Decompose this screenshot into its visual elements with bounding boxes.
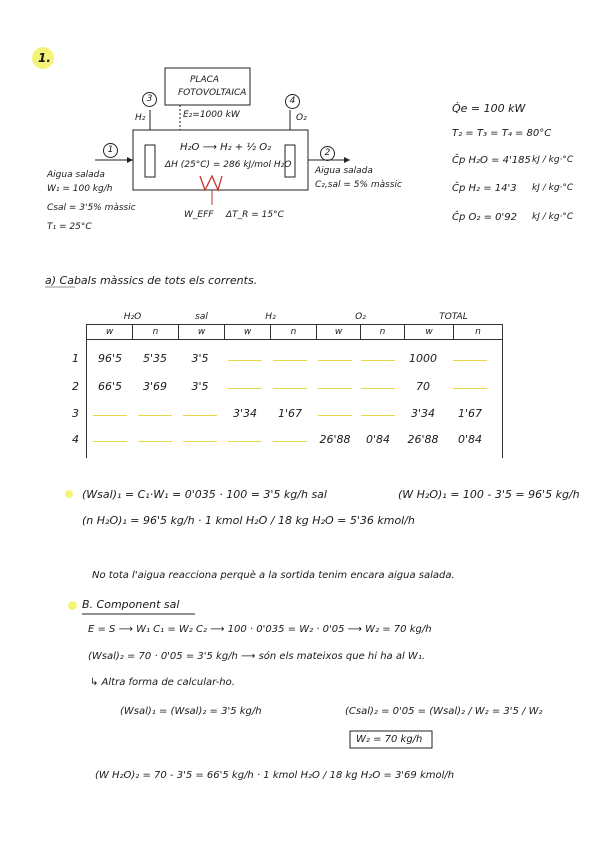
stream-2-marker: 2 [320, 146, 335, 161]
table-subheader: w [179, 325, 225, 340]
reaction-equation: H₂O ⟶ H₂ + ½ O₂ [180, 142, 272, 153]
inlet-salt: Csal = 3'5% màssic [47, 203, 136, 213]
table-cell: 26'88 [407, 433, 439, 446]
table-cell: 3'69 [142, 380, 168, 393]
table-subheader: w [405, 325, 454, 340]
calc-line: (Wsal)₁ = C₁·W₁ = 0'035 · 100 = 3'5 kg/h sal [82, 488, 327, 501]
table-header: TOTAL [439, 312, 468, 322]
given-cp-unit: kJ / kg·°C [532, 183, 574, 193]
outlet-label: Aigua salada [315, 166, 373, 176]
calc-line: (n H₂O)₁ = 96'5 kg/h · 1 kmol H₂O / 18 kg H₂O = 5'36 kmol/h [82, 514, 415, 527]
table-row-label: 1 [72, 352, 79, 365]
note-text: No tota l'aigua reacciona perquè a la sortida tenim encara aigua salada. [92, 570, 455, 581]
panel-label: PLACA [190, 75, 220, 85]
table-row-label: 3 [72, 407, 79, 420]
stream-1-marker: 1 [103, 143, 118, 158]
table-empty-cell [228, 388, 262, 389]
table-row-label: 4 [72, 433, 79, 446]
table-header: sal [195, 312, 208, 322]
table-empty-cell [318, 415, 352, 416]
table-header: H₂O [123, 312, 142, 322]
given-cp-unit: kJ / kg·°C [532, 155, 574, 165]
table-cell: 1000 [409, 352, 437, 365]
calc-line: ↳ Altra forma de calcular-ho. [90, 677, 235, 688]
table-cell: 3'34 [410, 407, 436, 420]
table-cell: 0'84 [365, 433, 391, 446]
given-cp-h2o: Ĉp H₂O = 4'185 [452, 155, 531, 166]
inlet-temp: T₁ = 25°C [47, 222, 92, 232]
table-subheader: n [271, 325, 317, 340]
boxed-result: W₂ = 70 kg/h [356, 734, 423, 745]
table-subheader: n [133, 325, 179, 340]
table-cell: 26'88 [319, 433, 351, 446]
table-empty-cell [138, 441, 172, 442]
table-empty-cell [228, 441, 262, 442]
table-empty-cell [93, 415, 127, 416]
stream-4-marker: 4 [285, 94, 300, 109]
table-empty-cell [183, 415, 217, 416]
table-header: O₂ [355, 312, 366, 322]
table-empty-cell [318, 360, 352, 361]
table-empty-cell [361, 360, 395, 361]
table-cell: 1'67 [457, 407, 483, 420]
table-header: H₂ [265, 312, 276, 322]
table-subheader: w [87, 325, 133, 340]
outlet-salt: C₂,sal = 5% màssic [315, 180, 402, 190]
table-cell: 96'5 [97, 352, 123, 365]
table-subheader: n [454, 325, 503, 340]
table-empty-cell [273, 441, 307, 442]
table-empty-cell [361, 388, 395, 389]
table-empty-cell [273, 388, 307, 389]
calc-line: (W H₂O)₂ = 70 - 3'5 = 66'5 kg/h · 1 kmol H₂O / 18 kg H₂O = 3'69 kmol/h [95, 770, 455, 781]
given-cp-h2: Ĉp H₂ = 14'3 [452, 183, 517, 194]
table-cell: 1'67 [277, 407, 303, 420]
table-subheader: w [225, 325, 271, 340]
table-cell: 66'5 [97, 380, 123, 393]
energy-input: E₂=1000 kW [183, 110, 240, 120]
given-q: Q̇e = 100 kW [452, 102, 526, 115]
table-cell: 70 [416, 380, 430, 393]
table-empty-cell [453, 360, 487, 361]
calc-line: (Wsal)₂ = 70 · 0'05 = 3'5 kg/h ⟶ són els mateixos que hi ha al W₁. [88, 651, 426, 662]
given-cp-unit: kJ / kg·°C [532, 212, 574, 222]
delta-t-label: ΔT_R = 15°C [226, 210, 284, 220]
table-cell: 3'34 [232, 407, 258, 420]
table-empty-cell [93, 441, 127, 442]
inlet-label: Aigua salada [47, 170, 105, 180]
calc-line: (Wsal)₁ = (Wsal)₂ = 3'5 kg/h [120, 706, 262, 717]
table-cell: 3'5 [191, 380, 209, 393]
table-subheader: n [361, 325, 405, 340]
w-eff-label: W_EFF [184, 210, 214, 220]
reaction-enthalpy: ΔH (25°C) = 286 kJ/mol H₂O [165, 160, 292, 170]
table-row-label: 2 [72, 380, 79, 393]
stream-3-marker: 3 [142, 92, 157, 107]
calc-line: E = S ⟶ W₁ C₁ = W₂ C₂ ⟶ 100 · 0'035 = W₂ · 0'05 ⟶ W₂ = 70 kg/h [88, 624, 432, 635]
table-cell: 5'35 [142, 352, 168, 365]
panel-label: FOTOVOLTAICA [178, 88, 247, 98]
table-cell: 3'5 [191, 352, 209, 365]
h2-label: H₂ [135, 113, 146, 123]
part-a-title: a) Cabals màssics de tots els corrents. [45, 274, 258, 287]
table-empty-cell [361, 415, 395, 416]
table-empty-cell [273, 360, 307, 361]
o2-label: O₂ [296, 113, 307, 123]
problem-number: 1. [38, 51, 51, 65]
table-empty-cell [318, 388, 352, 389]
given-cp-o2: Ĉp O₂ = 0'92 [452, 212, 517, 223]
section-b-title: B. Component sal [82, 598, 180, 611]
table-empty-cell [138, 415, 172, 416]
table-subheader: w [317, 325, 361, 340]
given-temps: T₂ = T₃ = T₄ = 80°C [452, 128, 552, 139]
calc-line: (W H₂O)₁ = 100 - 3'5 = 96'5 kg/h [398, 488, 580, 501]
table-empty-cell [228, 360, 262, 361]
table-cell: 0'84 [457, 433, 483, 446]
inlet-flow: W₁ = 100 kg/h [47, 184, 113, 194]
table-empty-cell [183, 441, 217, 442]
table-empty-cell [453, 388, 487, 389]
calc-line: (Csal)₂ = 0'05 = (Wsal)₂ / W₂ = 3'5 / W₂ [345, 706, 543, 717]
